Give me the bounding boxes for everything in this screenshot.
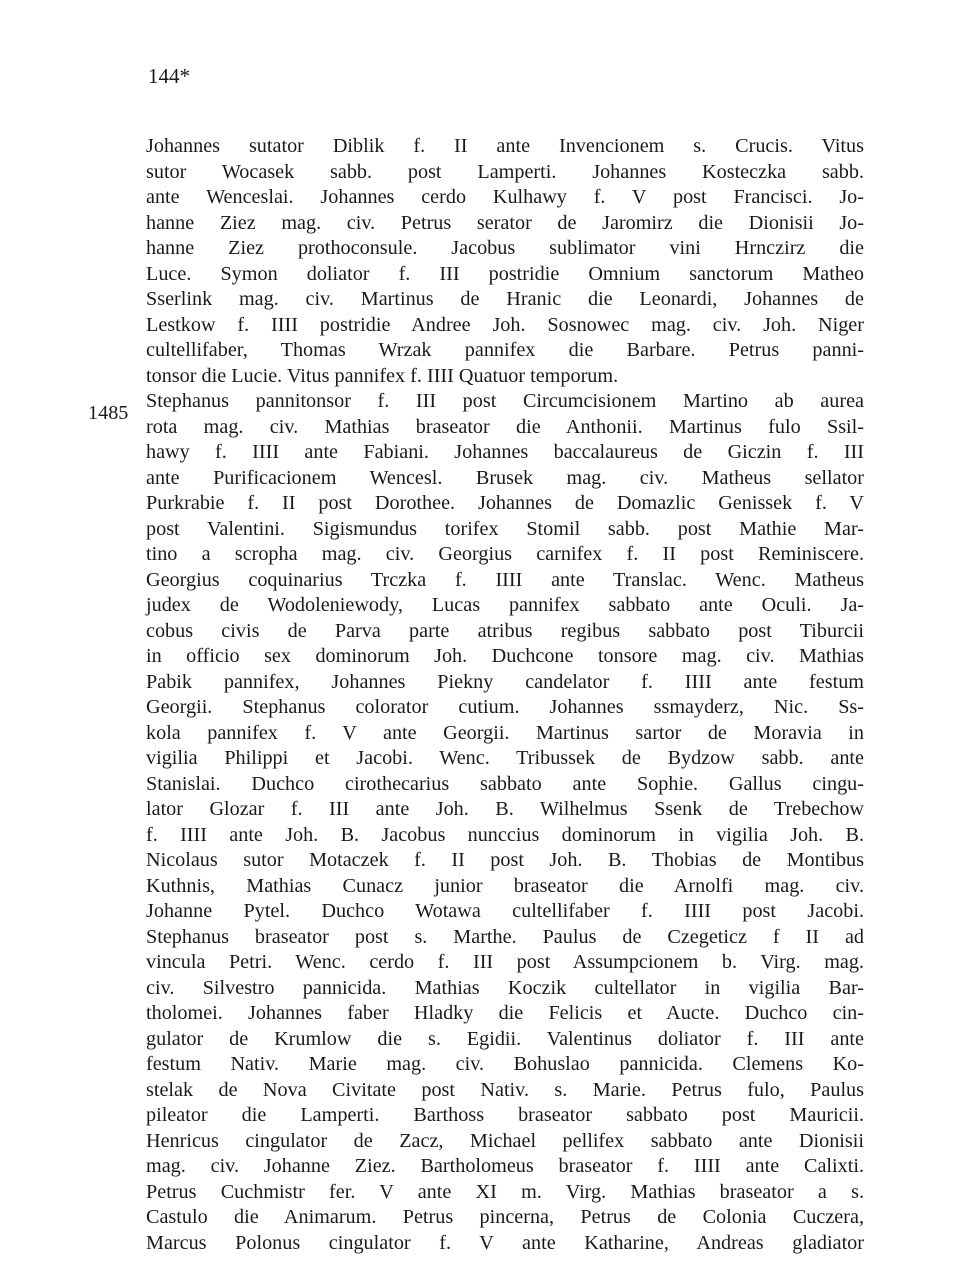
- text-line: Georgii. Stephanus colorator cutium. Johannes ssmayderz, Nic. Ss-: [146, 696, 864, 718]
- text-line: post Valentini. Sigismundus torifex Stomil sabb. post Mathie Mar-: [146, 517, 864, 540]
- text-line: Johannes sutator Diblik f. II ante Invencionem s. Crucis. Vitus: [146, 135, 864, 157]
- text-line: Kuthnis, Mathias Cunacz junior braseator die Arnolfi mag. civ.: [146, 874, 864, 897]
- text-line: stelak de Nova Civitate post Nativ. s. Marie. Petrus fulo, Paulus: [146, 1078, 864, 1101]
- text-line: Petrus Cuchmistr fer. V ante XI m. Virg. Mathias braseator a s.: [146, 1180, 864, 1203]
- text-line: pileator die Lamperti. Barthoss braseator sabbato post Mauricii.: [146, 1104, 864, 1126]
- text-line: Sserlink mag. civ. Martinus de Hranic die Leonardi, Johannes de: [146, 288, 864, 310]
- text-line: tino a scropha mag. civ. Georgius carnifex f. II post Reminiscere.: [146, 543, 864, 565]
- text-line: civ. Silvestro pannicida. Mathias Koczik cultellator in vigilia Bar-: [146, 976, 864, 999]
- text-line: kola pannifex f. V ante Georgii. Martinus sartor de Moravia in: [146, 721, 864, 744]
- text-line: hawy f. IIII ante Fabiani. Johannes baccalaureus de Giczin f. III: [146, 441, 864, 463]
- text-line: ante Purificacionem Wencesl. Brusek mag. civ. Matheus sellator: [146, 466, 864, 489]
- text-line: Stanislai. Duchco cirothecarius sabbato ante Sophie. Gallus cingu-: [146, 772, 864, 795]
- text-line: sutor Wocasek sabb. post Lamperti. Johannes Kosteczka sabb.: [146, 160, 864, 183]
- text-line: Pabik pannifex, Johannes Piekny candelator f. IIII ante festum: [146, 670, 864, 693]
- text-line: Johanne Pytel. Duchco Wotawa cultellifaber f. IIII post Jacobi.: [146, 900, 864, 922]
- text-line: mag. civ. Johanne Ziez. Bartholomeus braseator f. IIII ante Calixti.: [146, 1155, 864, 1177]
- text-line: cultellifaber, Thomas Wrzak pannifex die Barbare. Petrus panni-: [146, 339, 864, 361]
- body-text: [146, 134, 864, 1256]
- text-line: Lestkow f. IIII postridie Andree Joh. Sosnowec mag. civ. Joh. Niger: [146, 313, 864, 336]
- text-line: ante Wenceslai. Johannes cerdo Kulhawy f. V post Francisci. Jo-: [146, 186, 864, 208]
- margin-year: 1485: [88, 401, 129, 424]
- text-line: festum Nativ. Marie mag. civ. Bohuslao pannicida. Clemens Ko-: [146, 1053, 864, 1075]
- text-line: f. IIII ante Joh. B. Jacobus nunccius dominorum in vigilia Joh. B.: [146, 823, 864, 846]
- text-line: Henricus cingulator de Zacz, Michael pellifex sabbato ante Dionisii: [146, 1129, 864, 1152]
- text-line: gulator de Krumlow die s. Egidii. Valentinus doliator f. III ante: [146, 1027, 864, 1050]
- text-line: tholomei. Johannes faber Hladky die Felicis et Aucte. Duchco cin-: [146, 1002, 864, 1024]
- text-line: cobus civis de Parva parte atribus regibus sabbato post Tiburcii: [146, 619, 864, 642]
- text-line: Marcus Polonus cingulator f. V ante Katharine, Andreas gladiator: [146, 1231, 864, 1254]
- text-line: vigilia Philippi et Jacobi. Wenc. Tribussek de Bydzow sabb. ante: [146, 747, 864, 769]
- text-line: Luce. Symon doliator f. III postridie Omnium sanctorum Matheo: [146, 262, 864, 285]
- text-line: lator Glozar f. III ante Joh. B. Wilhelmus Ssenk de Trebechow: [146, 798, 864, 820]
- text-line: hanne Ziez mag. civ. Petrus serator de Jaromirz die Dionisii Jo-: [146, 211, 864, 234]
- text-line: rota mag. civ. Mathias braseator die Anthonii. Martinus fulo Ssil-: [146, 415, 864, 438]
- text-line: judex de Wodoleniewody, Lucas pannifex sabbato ante Oculi. Ja-: [146, 594, 864, 616]
- text-line: Purkrabie f. II post Dorothee. Johannes de Domazlic Genissek f. V: [146, 492, 864, 514]
- text-line: Stephanus braseator post s. Marthe. Paulus de Czegeticz f II ad: [146, 925, 864, 948]
- text-line: Stephanus pannitonsor f. III post Circumcisionem Martino ab aurea: [146, 390, 864, 412]
- text-line: Castulo die Animarum. Petrus pincerna, Petrus de Colonia Cuczera,: [146, 1206, 864, 1228]
- text-line: vincula Petri. Wenc. cerdo f. III post Assumpcionem b. Virg. mag.: [146, 951, 864, 973]
- text-line: hanne Ziez prothoconsule. Jacobus sublimator vini Hrnczirz die: [146, 237, 864, 259]
- text-line: Georgius coquinarius Trczka f. IIII ante Translac. Wenc. Matheus: [146, 568, 864, 591]
- text-line: in officio sex dominorum Joh. Duchcone tonsore mag. civ. Mathias: [146, 645, 864, 667]
- text-line: tonsor die Lucie. Vitus pannifex f. IIII Quatuor temporum.: [146, 364, 619, 387]
- page-number: 144*: [148, 64, 190, 88]
- text-line: Nicolaus sutor Motaczek f. II post Joh. B. Thobias de Montibus: [146, 849, 864, 871]
